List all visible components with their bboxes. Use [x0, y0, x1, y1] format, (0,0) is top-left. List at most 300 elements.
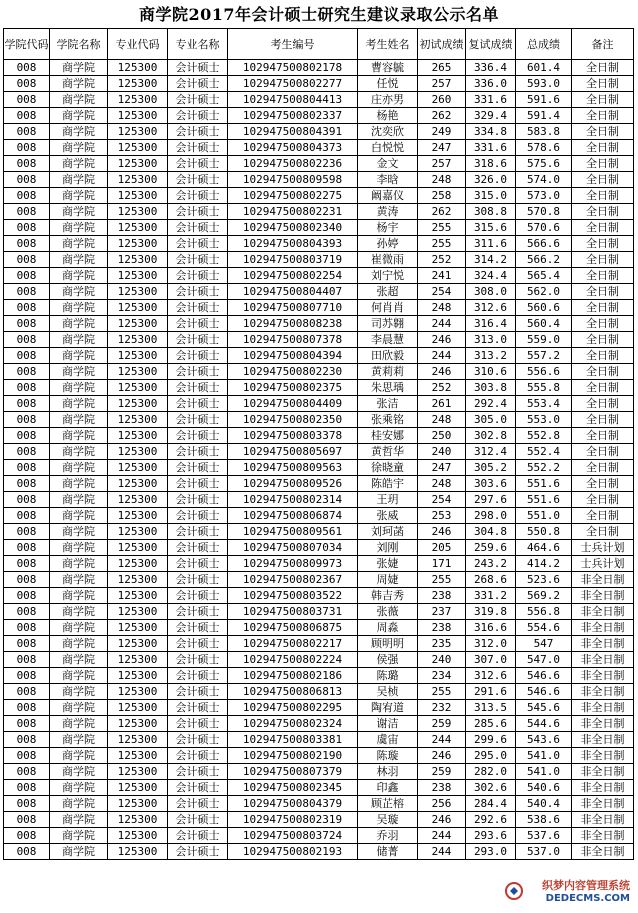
table-cell: 商学院	[50, 124, 108, 140]
table-cell: 259.6	[466, 540, 516, 556]
table-cell: 248	[418, 172, 466, 188]
table-cell: 125300	[108, 220, 168, 236]
table-cell: 102947500806874	[228, 508, 358, 524]
table-cell: 非全日制	[572, 764, 634, 780]
table-cell: 008	[4, 796, 50, 812]
table-cell: 314.2	[466, 252, 516, 268]
table-cell: 士兵计划	[572, 540, 634, 556]
table-cell: 552.2	[516, 460, 572, 476]
table-cell: 008	[4, 60, 50, 76]
table-cell: 125300	[108, 348, 168, 364]
table-cell: 庄亦男	[358, 92, 418, 108]
table-cell: 全日制	[572, 236, 634, 252]
table-cell: 会计硕士	[168, 716, 228, 732]
table-cell: 虞宙	[358, 732, 418, 748]
table-cell: 刘宁悦	[358, 268, 418, 284]
table-cell: 008	[4, 780, 50, 796]
table-cell: 全日制	[572, 524, 634, 540]
table-cell: 573.0	[516, 188, 572, 204]
table-cell: 徐晓童	[358, 460, 418, 476]
table-cell: 商学院	[50, 348, 108, 364]
table-cell: 125300	[108, 636, 168, 652]
table-cell: 陈璐	[358, 668, 418, 684]
table-cell: 吴璇	[358, 812, 418, 828]
table-cell: 008	[4, 204, 50, 220]
table-row	[4, 156, 634, 172]
table-cell: 非全日制	[572, 780, 634, 796]
table-cell: 会计硕士	[168, 268, 228, 284]
table-cell: 008	[4, 620, 50, 636]
table-cell: 553.0	[516, 412, 572, 428]
table-cell: 414.2	[516, 556, 572, 572]
table-cell: 008	[4, 684, 50, 700]
table-cell: 312.6	[466, 300, 516, 316]
table-row	[4, 700, 634, 716]
table-cell: 102947500802186	[228, 668, 358, 684]
table-cell: 268.6	[466, 572, 516, 588]
table-cell: 会计硕士	[168, 76, 228, 92]
table-cell: 102947500802224	[228, 652, 358, 668]
table-cell: 244	[418, 844, 466, 860]
table-cell: 305.2	[466, 460, 516, 476]
table-row	[4, 316, 634, 332]
admission-table	[3, 28, 634, 860]
table-cell: 125300	[108, 108, 168, 124]
table-cell: 326.0	[466, 172, 516, 188]
table-cell: 244	[418, 348, 466, 364]
table-cell: 金文	[358, 156, 418, 172]
table-cell: 全日制	[572, 268, 634, 284]
table-cell: 会计硕士	[168, 252, 228, 268]
table-cell: 阚嘉仪	[358, 188, 418, 204]
table-cell: 102947500802345	[228, 780, 358, 796]
table-cell: 非全日制	[572, 604, 634, 620]
table-cell: 308.8	[466, 204, 516, 220]
table-cell: 238	[418, 588, 466, 604]
table-cell: 沈奕欣	[358, 124, 418, 140]
table-cell: 非全日制	[572, 796, 634, 812]
table-cell: 李晗	[358, 172, 418, 188]
table-cell: 550.8	[516, 524, 572, 540]
table-row	[4, 476, 634, 492]
table-cell: 商学院	[50, 220, 108, 236]
table-cell: 商学院	[50, 204, 108, 220]
table-cell: 171	[418, 556, 466, 572]
table-cell: 朱思瑀	[358, 380, 418, 396]
table-cell: 会计硕士	[168, 508, 228, 524]
table-cell: 008	[4, 652, 50, 668]
table-cell: 商学院	[50, 364, 108, 380]
table-cell: 232	[418, 700, 466, 716]
table-cell: 125300	[108, 124, 168, 140]
table-cell: 102947500809973	[228, 556, 358, 572]
table-row	[4, 780, 634, 796]
table-cell: 318.6	[466, 156, 516, 172]
table-cell: 256	[418, 796, 466, 812]
table-cell: 336.0	[466, 76, 516, 92]
table-cell: 291.6	[466, 684, 516, 700]
table-cell: 102947500802254	[228, 268, 358, 284]
table-cell: 255	[418, 684, 466, 700]
table-cell: 商学院	[50, 92, 108, 108]
table-cell: 非全日制	[572, 668, 634, 684]
table-cell: 会计硕士	[168, 668, 228, 684]
table-cell: 125300	[108, 140, 168, 156]
table-cell: 601.4	[516, 60, 572, 76]
table-cell: 商学院	[50, 588, 108, 604]
table-cell: 陶宥道	[358, 700, 418, 716]
table-cell: 591.6	[516, 92, 572, 108]
table-cell: 315.6	[466, 220, 516, 236]
table-cell: 商学院	[50, 476, 108, 492]
table-cell: 547.0	[516, 652, 572, 668]
table-cell: 008	[4, 172, 50, 188]
table-body	[4, 60, 634, 860]
table-cell: 全日制	[572, 508, 634, 524]
table-cell: 非全日制	[572, 588, 634, 604]
table-cell: 顾明明	[358, 636, 418, 652]
table-cell: 白悦悦	[358, 140, 418, 156]
table-cell: 102947500802375	[228, 380, 358, 396]
watermark-site: DEDECMS.COM	[545, 893, 630, 904]
table-cell: 008	[4, 332, 50, 348]
table-cell: 商学院	[50, 556, 108, 572]
table-row	[4, 364, 634, 380]
table-row	[4, 588, 634, 604]
table-cell: 125300	[108, 76, 168, 92]
table-cell: 会计硕士	[168, 812, 228, 828]
table-cell: 会计硕士	[168, 92, 228, 108]
table-cell: 吴桢	[358, 684, 418, 700]
table-cell: 008	[4, 348, 50, 364]
table-cell: 商学院	[50, 604, 108, 620]
table-row	[4, 604, 634, 620]
table-cell: 336.4	[466, 60, 516, 76]
table-cell: 商学院	[50, 828, 108, 844]
table-cell: 008	[4, 844, 50, 860]
table-cell: 商学院	[50, 700, 108, 716]
table-cell: 125300	[108, 476, 168, 492]
table-cell: 302.8	[466, 428, 516, 444]
table-cell: 008	[4, 732, 50, 748]
table-cell: 王玥	[358, 492, 418, 508]
table-cell: 310.6	[466, 364, 516, 380]
table-cell: 102947500802367	[228, 572, 358, 588]
table-cell: 253	[418, 508, 466, 524]
table-cell: 非全日制	[572, 732, 634, 748]
table-cell: 商学院	[50, 748, 108, 764]
table-cell: 552.8	[516, 428, 572, 444]
table-cell: 商学院	[50, 140, 108, 156]
table-cell: 林羽	[358, 764, 418, 780]
table-cell: 244	[418, 732, 466, 748]
table-cell: 257	[418, 76, 466, 92]
table-row	[4, 764, 634, 780]
table-cell: 102947500802178	[228, 60, 358, 76]
table-cell: 566.2	[516, 252, 572, 268]
table-cell: 246	[418, 364, 466, 380]
table-cell: 商学院	[50, 188, 108, 204]
table-cell: 125300	[108, 844, 168, 860]
table-row	[4, 492, 634, 508]
table-cell: 谢洁	[358, 716, 418, 732]
table-cell: 237	[418, 604, 466, 620]
table-cell: 125300	[108, 300, 168, 316]
table-cell: 008	[4, 252, 50, 268]
table-row	[4, 124, 634, 140]
table-row	[4, 396, 634, 412]
table-cell: 全日制	[572, 108, 634, 124]
table-cell: 102947500804393	[228, 236, 358, 252]
table-cell: 商学院	[50, 732, 108, 748]
table-cell: 125300	[108, 716, 168, 732]
table-cell: 会计硕士	[168, 380, 228, 396]
table-cell: 008	[4, 492, 50, 508]
table-row	[4, 76, 634, 92]
table-cell: 侯强	[358, 652, 418, 668]
table-cell: 全日制	[572, 92, 634, 108]
table-cell: 会计硕士	[168, 428, 228, 444]
table-cell: 102947500802350	[228, 412, 358, 428]
table-cell: 243.2	[466, 556, 516, 572]
col-header-major-name: 专业名称	[168, 29, 228, 60]
table-cell: 102947500807378	[228, 332, 358, 348]
table-cell: 会计硕士	[168, 460, 228, 476]
table-cell: 265	[418, 60, 466, 76]
table-cell: 125300	[108, 444, 168, 460]
table-row	[4, 284, 634, 300]
table-cell: 262	[418, 204, 466, 220]
table-cell: 商学院	[50, 652, 108, 668]
table-cell: 008	[4, 220, 50, 236]
table-row	[4, 652, 634, 668]
table-cell: 商学院	[50, 252, 108, 268]
table-cell: 547	[516, 636, 572, 652]
table-cell: 312.4	[466, 444, 516, 460]
table-cell: 235	[418, 636, 466, 652]
table-cell: 会计硕士	[168, 348, 228, 364]
table-cell: 238	[418, 620, 466, 636]
table-cell: 246	[418, 812, 466, 828]
table-cell: 544.6	[516, 716, 572, 732]
table-cell: 537.6	[516, 828, 572, 844]
table-cell: 125300	[108, 732, 168, 748]
table-cell: 会计硕士	[168, 108, 228, 124]
table-cell: 商学院	[50, 396, 108, 412]
table-cell: 102947500807379	[228, 764, 358, 780]
table-cell: 102947500803731	[228, 604, 358, 620]
table-cell: 商学院	[50, 412, 108, 428]
table-cell: 全日制	[572, 396, 634, 412]
table-cell: 125300	[108, 540, 168, 556]
table-cell: 全日制	[572, 252, 634, 268]
table-row	[4, 268, 634, 284]
table-cell: 241	[418, 268, 466, 284]
table-cell: 韩吉秀	[358, 588, 418, 604]
table-cell: 102947500803724	[228, 828, 358, 844]
table-cell: 255	[418, 220, 466, 236]
table-cell: 125300	[108, 188, 168, 204]
table-cell: 李晨慧	[358, 332, 418, 348]
table-cell: 曹容毓	[358, 60, 418, 76]
table-row	[4, 508, 634, 524]
table-cell: 329.4	[466, 108, 516, 124]
table-cell: 非全日制	[572, 844, 634, 860]
table-cell: 全日制	[572, 316, 634, 332]
table-cell: 254	[418, 492, 466, 508]
table-cell: 560.6	[516, 300, 572, 316]
table-cell: 312.6	[466, 668, 516, 684]
table-cell: 非全日制	[572, 572, 634, 588]
table-cell: 125300	[108, 620, 168, 636]
table-cell: 543.6	[516, 732, 572, 748]
table-cell: 会计硕士	[168, 540, 228, 556]
table-cell: 551.6	[516, 492, 572, 508]
table-cell: 全日制	[572, 140, 634, 156]
table-cell: 商学院	[50, 492, 108, 508]
table-cell: 319.8	[466, 604, 516, 620]
table-cell: 102947500802277	[228, 76, 358, 92]
table-cell: 非全日制	[572, 748, 634, 764]
table-cell: 102947500809526	[228, 476, 358, 492]
table-cell: 125300	[108, 764, 168, 780]
table-cell: 陈皓宇	[358, 476, 418, 492]
table-cell: 商学院	[50, 380, 108, 396]
table-cell: 张超	[358, 284, 418, 300]
table-cell: 304.8	[466, 524, 516, 540]
table-cell: 102947500802236	[228, 156, 358, 172]
table-cell: 商学院	[50, 444, 108, 460]
table-cell: 554.6	[516, 620, 572, 636]
table-cell: 102947500806813	[228, 684, 358, 700]
table-cell: 商学院	[50, 620, 108, 636]
table-cell: 565.4	[516, 268, 572, 284]
table-cell: 125300	[108, 428, 168, 444]
table-cell: 会计硕士	[168, 828, 228, 844]
table-cell: 125300	[108, 364, 168, 380]
table-cell: 008	[4, 140, 50, 156]
table-cell: 张乘铭	[358, 412, 418, 428]
table-cell: 257	[418, 156, 466, 172]
table-cell: 125300	[108, 812, 168, 828]
table-cell: 会计硕士	[168, 60, 228, 76]
table-row	[4, 716, 634, 732]
table-cell: 士兵计划	[572, 556, 634, 572]
table-cell: 259	[418, 716, 466, 732]
table-cell: 282.0	[466, 764, 516, 780]
table-cell: 298.0	[466, 508, 516, 524]
table-cell: 559.0	[516, 332, 572, 348]
table-cell: 102947500802324	[228, 716, 358, 732]
table-cell: 205	[418, 540, 466, 556]
table-cell: 248	[418, 300, 466, 316]
table-cell: 551.6	[516, 476, 572, 492]
table-cell: 312.0	[466, 636, 516, 652]
table-cell: 会计硕士	[168, 684, 228, 700]
table-cell: 102947500802230	[228, 364, 358, 380]
table-row	[4, 204, 634, 220]
table-cell: 全日制	[572, 476, 634, 492]
table-cell: 全日制	[572, 124, 634, 140]
table-row	[4, 684, 634, 700]
table-cell: 非全日制	[572, 684, 634, 700]
table-cell: 全日制	[572, 188, 634, 204]
table-cell: 102947500802217	[228, 636, 358, 652]
table-cell: 102947500803522	[228, 588, 358, 604]
table-cell: 102947500802340	[228, 220, 358, 236]
table-cell: 570.8	[516, 204, 572, 220]
table-cell: 会计硕士	[168, 476, 228, 492]
table-cell: 464.6	[516, 540, 572, 556]
table-cell: 非全日制	[572, 700, 634, 716]
table-cell: 102947500802193	[228, 844, 358, 860]
table-cell: 334.8	[466, 124, 516, 140]
table-cell: 125300	[108, 252, 168, 268]
table-cell: 储菁	[358, 844, 418, 860]
table-cell: 008	[4, 764, 50, 780]
table-row	[4, 444, 634, 460]
col-header-college-name: 学院名称	[50, 29, 108, 60]
table-cell: 102947500809563	[228, 460, 358, 476]
table-cell: 商学院	[50, 316, 108, 332]
table-cell: 102947500809598	[228, 172, 358, 188]
table-row	[4, 620, 634, 636]
table-cell: 315.0	[466, 188, 516, 204]
table-cell: 全日制	[572, 220, 634, 236]
table-cell: 292.6	[466, 812, 516, 828]
table-cell: 125300	[108, 748, 168, 764]
table-cell: 252	[418, 380, 466, 396]
table-cell: 125300	[108, 492, 168, 508]
table-cell: 316.4	[466, 316, 516, 332]
col-header-candidate-id: 考生编号	[228, 29, 358, 60]
table-row	[4, 300, 634, 316]
table-cell: 248	[418, 476, 466, 492]
table-cell: 黄涛	[358, 204, 418, 220]
table-cell: 孙婷	[358, 236, 418, 252]
table-cell: 102947500804394	[228, 348, 358, 364]
table-cell: 125300	[108, 572, 168, 588]
table-cell: 会计硕士	[168, 316, 228, 332]
table-cell: 125300	[108, 204, 168, 220]
table-cell: 102947500809561	[228, 524, 358, 540]
table-cell: 255	[418, 572, 466, 588]
table-cell: 560.4	[516, 316, 572, 332]
table-cell: 非全日制	[572, 828, 634, 844]
table-cell: 全日制	[572, 412, 634, 428]
table-cell: 570.6	[516, 220, 572, 236]
table-cell: 008	[4, 268, 50, 284]
table-cell: 008	[4, 396, 50, 412]
table-cell: 246	[418, 748, 466, 764]
table-cell: 008	[4, 588, 50, 604]
table-cell: 102947500803378	[228, 428, 358, 444]
table-row	[4, 524, 634, 540]
table-cell: 商学院	[50, 668, 108, 684]
table-cell: 商学院	[50, 284, 108, 300]
table-row	[4, 460, 634, 476]
table-cell: 307.0	[466, 652, 516, 668]
table-cell: 008	[4, 828, 50, 844]
table-cell: 商学院	[50, 508, 108, 524]
table-cell: 商学院	[50, 524, 108, 540]
table-cell: 全日制	[572, 284, 634, 300]
table-cell: 会计硕士	[168, 844, 228, 860]
table-cell: 303.6	[466, 476, 516, 492]
table-cell: 102947500807710	[228, 300, 358, 316]
table-cell: 574.0	[516, 172, 572, 188]
table-cell: 546.6	[516, 668, 572, 684]
